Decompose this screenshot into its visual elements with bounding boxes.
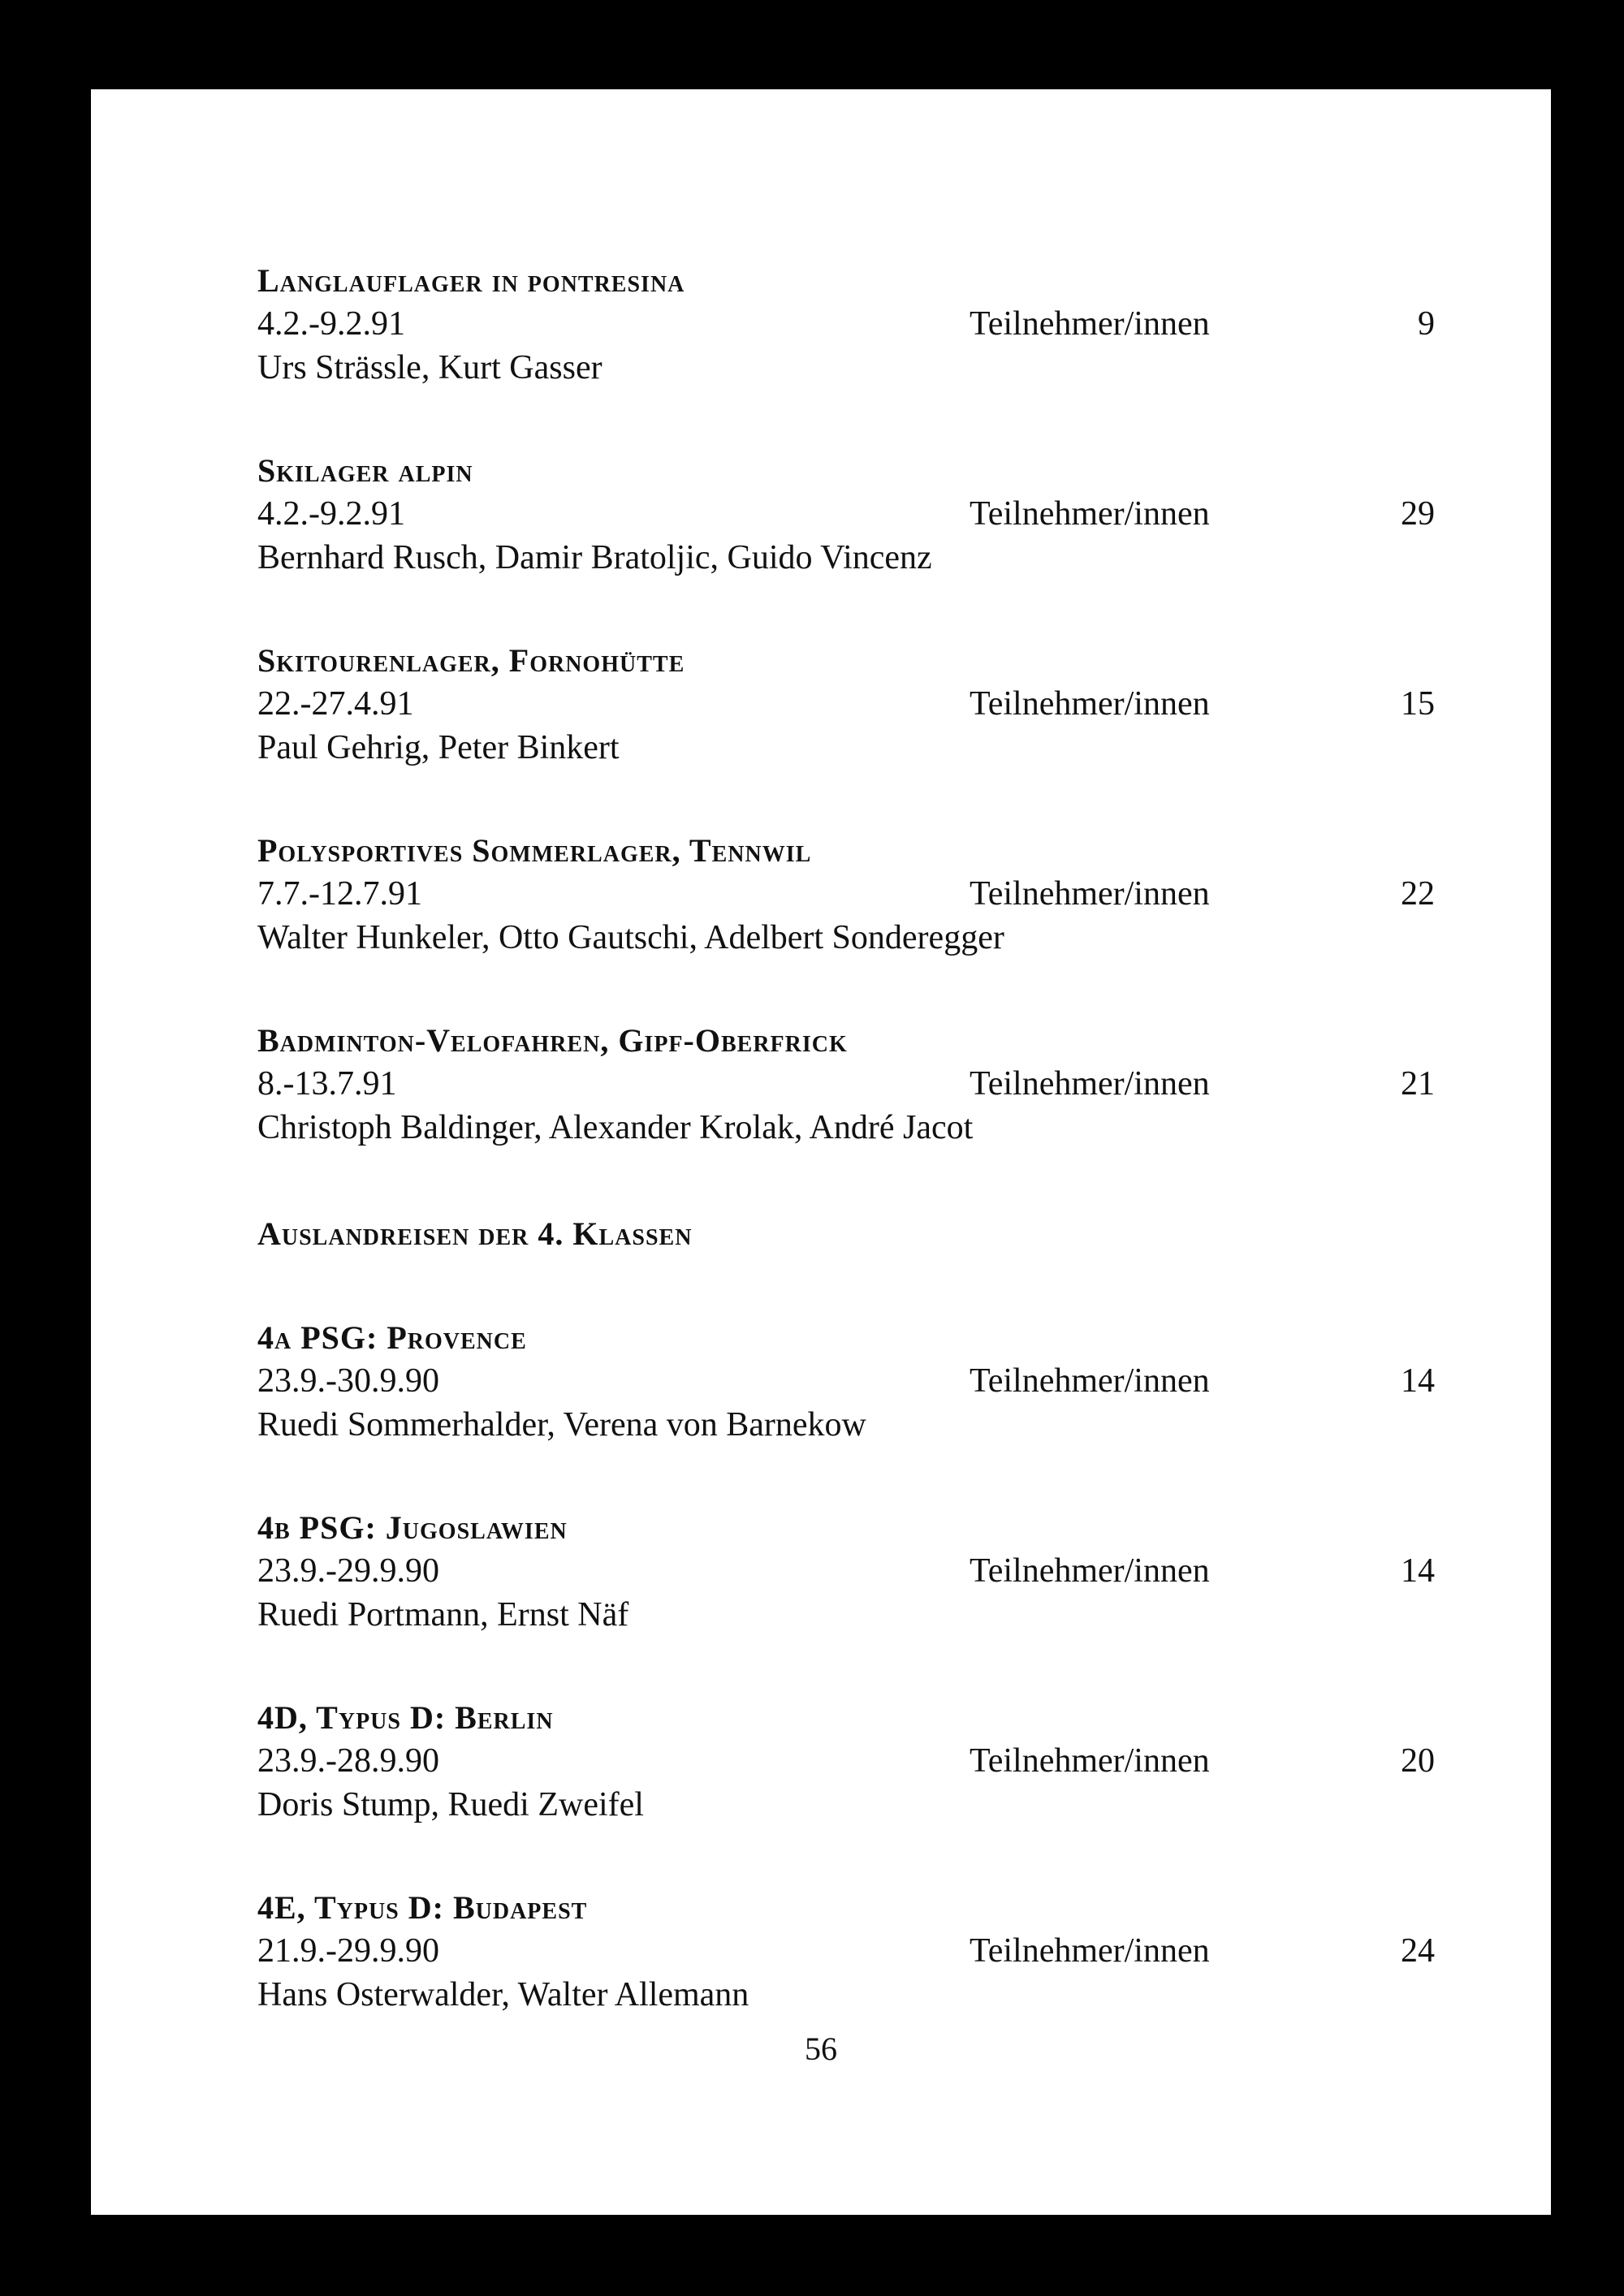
participants-count: 29 — [1401, 495, 1435, 533]
camp-info-row — [257, 492, 1435, 536]
camp-leaders: Christoph Baldinger, Alexander Krolak, André Jacot — [257, 1109, 974, 1146]
section-title: Auslandreisen der 4. Klassen — [257, 1215, 693, 1252]
trip-title: 4E, Typus D: Budapest — [257, 1889, 588, 1926]
document-page — [91, 89, 1551, 2215]
camp-title: Polysportives Sommerlager, Tennwil — [257, 832, 812, 869]
camp-leaders: Paul Gehrig, Peter Binkert — [257, 729, 620, 766]
camp-dates: 7.7.-12.7.91 — [257, 875, 422, 913]
trip-dates: 23.9.-28.9.90 — [257, 1742, 439, 1780]
camp-info-row — [257, 872, 1435, 916]
participants-count: 14 — [1401, 1552, 1435, 1590]
trip-info-row — [257, 1359, 1435, 1403]
participants-label: Teilnehmer/innen — [970, 1742, 1210, 1780]
camp-entry — [257, 640, 1435, 770]
camp-entry — [257, 1020, 1435, 1150]
camp-title: Skitourenlager, Fornohütte — [257, 642, 685, 679]
trip-dates: 21.9.-29.9.90 — [257, 1932, 439, 1970]
camp-entry — [257, 450, 1435, 580]
trip-leaders: Hans Osterwalder, Walter Allemann — [257, 1976, 749, 2013]
page-content — [257, 260, 1435, 2077]
trip-entry — [257, 1887, 1435, 2017]
participants-label: Teilnehmer/innen — [970, 685, 1210, 723]
participants-count: 15 — [1401, 685, 1435, 723]
trip-entry — [257, 1317, 1435, 1447]
camp-dates: 4.2.-9.2.91 — [257, 305, 405, 343]
participants-count: 9 — [1418, 305, 1435, 343]
trip-entry — [257, 1507, 1435, 1637]
camp-leaders: Walter Hunkeler, Otto Gautschi, Adelbert Sonderegger — [257, 919, 1004, 956]
participants-label: Teilnehmer/innen — [970, 495, 1210, 533]
trip-info-row — [257, 1549, 1435, 1593]
trip-leaders: Ruedi Portmann, Ernst Näf — [257, 1596, 629, 1634]
camp-entry — [257, 830, 1435, 960]
participants-label: Teilnehmer/innen — [970, 875, 1210, 913]
camp-dates: 22.-27.4.91 — [257, 685, 414, 723]
camp-entry — [257, 260, 1435, 390]
participants-count: 22 — [1401, 875, 1435, 913]
participants-count: 20 — [1401, 1742, 1435, 1780]
trip-title: 4D, Typus D: Berlin — [257, 1699, 554, 1736]
participants-label: Teilnehmer/innen — [970, 1932, 1210, 1970]
camp-title: Badminton-Velofahren, Gipf-Oberfrick — [257, 1022, 848, 1059]
trip-title: 4a PSG: Provence — [257, 1319, 527, 1356]
trip-entry — [257, 1697, 1435, 1827]
participants-label: Teilnehmer/innen — [970, 1362, 1210, 1400]
camp-leaders: Bernhard Rusch, Damir Bratoljic, Guido Vincenz — [257, 539, 932, 576]
trip-dates: 23.9.-30.9.90 — [257, 1362, 439, 1400]
trip-title: 4b PSG: Jugoslawien — [257, 1509, 568, 1546]
camp-dates: 4.2.-9.2.91 — [257, 495, 405, 533]
trip-dates: 23.9.-29.9.90 — [257, 1552, 439, 1590]
camp-dates: 8.-13.7.91 — [257, 1065, 397, 1103]
participants-count: 21 — [1401, 1065, 1435, 1103]
camp-leaders: Urs Strässle, Kurt Gasser — [257, 349, 603, 386]
camp-info-row — [257, 682, 1435, 726]
camp-title: Skilager alpin — [257, 452, 473, 489]
camp-info-row — [257, 1062, 1435, 1106]
camp-info-row — [257, 302, 1435, 346]
participants-label: Teilnehmer/innen — [970, 1552, 1210, 1590]
participants-label: Teilnehmer/innen — [970, 305, 1210, 343]
participants-label: Teilnehmer/innen — [970, 1065, 1210, 1103]
trip-leaders: Ruedi Sommerhalder, Verena von Barnekow — [257, 1406, 866, 1444]
trip-info-row — [257, 1739, 1435, 1783]
trip-leaders: Doris Stump, Ruedi Zweifel — [257, 1786, 644, 1823]
page-number: 56 — [805, 2031, 837, 2067]
trip-info-row — [257, 1929, 1435, 1973]
participants-count: 24 — [1401, 1932, 1435, 1970]
camp-title: Langlauflager in pontresina — [257, 262, 685, 299]
participants-count: 14 — [1401, 1362, 1435, 1400]
